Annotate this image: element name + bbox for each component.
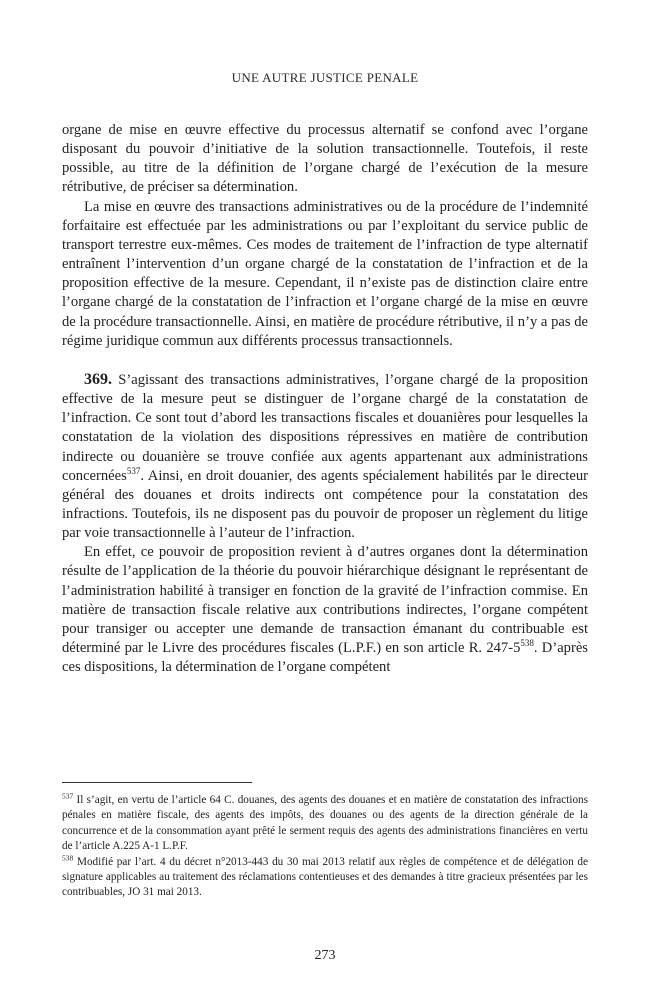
footnote-text: Il s’agit, en vertu de l’article 64 C. douanes, des agents des douanes et en matière de constatation des infractions pénales en matière fiscale, des agents des impôts, des douanes ou des agents de la direction générale de la concurrence et de la consommation ayant prêté le serment requis des agents des administrations financières en vertu de l’article A.225 A-1 L.P.F. <box>62 794 588 853</box>
footnote-537 <box>62 793 588 855</box>
footnote-number: 538 <box>62 852 74 862</box>
paragraph-369 <box>62 370 588 543</box>
footnote-ref-538[interactable]: 538 <box>520 638 534 649</box>
footnote-text: Modifié par l’art. 4 du décret n°2013-443 du 30 mai 2013 relatif aux règles de compétence et de délégation de signature applicables au traitement des réclamations contentieuses et des demandes à titre gracieux présentées par les contribuables, JO 31 mai 2013. <box>62 855 588 899</box>
paragraph-4-text-a: En effet, ce pouvoir de proposition revient à d’autres organes dont la détermination résulte de l’application de la théorie du pouvoir hiérarchique désignant le représentant de l’administration habilité à transiger en fonction de la gravité de l’infraction commise. En matière de transaction fiscale relative aux contributions indirectes, l’organe compétent pour transiger ou accepter une demande de transaction émanant du contribuable est déterminé par le Livre des procédures fiscales (L.P.F.) en son article R. 247-5 <box>62 544 588 657</box>
paragraph-number: 369. <box>84 370 112 388</box>
footnote-ref-537[interactable]: 537 <box>126 465 141 476</box>
running-head: UNE AUTRE JUSTICE PENALE <box>231 70 419 85</box>
paragraph-2: La mise en œuvre des transactions administratives ou de la procédure de l’indemnité forfaitaire est effectuée par les administrations ou par l’exploitant du service public de transport terrestre eux-mêmes. Ces modes de traitement de l’infraction de type alternatif entraînent l’intervention d’un organe chargé de la constatation de l’infraction et de la proposition effective de la mesure. Cependant, il n’existe pas de distinction claire entre l’organe chargé de la constatation de l’infraction et l’organe chargé de la mise en œuvre de la procédure transactionnelle. Ainsi, en matière de procédure rétributive, il n’y a pas de régime juridique commun aux différents processus transactionnels. <box>62 198 588 349</box>
footnote-divider <box>62 782 252 783</box>
footnote-538 <box>62 852 588 901</box>
footnotes <box>62 793 588 901</box>
page-number: 273 <box>314 948 336 963</box>
paragraph-1: organe de mise en œuvre effective du processus alternatif se confond avec l’organe disposant du pouvoir d’initiative de la solution transactionnelle. Toutefois, il reste possible, au titre de la définition de l’organe chargé de l’exécution de la mesure rétributive, de préciser sa détermination. <box>62 122 588 196</box>
body-text <box>62 121 588 677</box>
footnote-number: 537 <box>62 791 74 801</box>
paragraph-4-text-b: . D’après ces dispositions, la détermination de l’organe compétent <box>62 640 588 676</box>
paragraph-369-text-a: S’agissant des transactions administratives, l’organe chargé de la proposition effective de la mesure peut se distinguer de l’organe chargé de la constatation de l’infraction. Ce sont tout d’abord les transactions fiscales et douanières pour lesquelles la constatation de la violation des dispositions répressives en matière de contribution indirecte ou douanière se trouve confiée aux agents appartenant aux administrations concernées <box>62 371 589 484</box>
paragraph-4 <box>62 543 588 677</box>
paragraph-369-text-b: . Ainsi, en droit douanier, des agents spécialement habilités par le directeur général des douanes et droits indirects ont compétence pour la constatation des infractions. Toutefois, ils ne disposent pas du pouvoir de proposer un règlement du litige par voie transactionnelle à l’auteur de l’infraction. <box>62 467 588 542</box>
